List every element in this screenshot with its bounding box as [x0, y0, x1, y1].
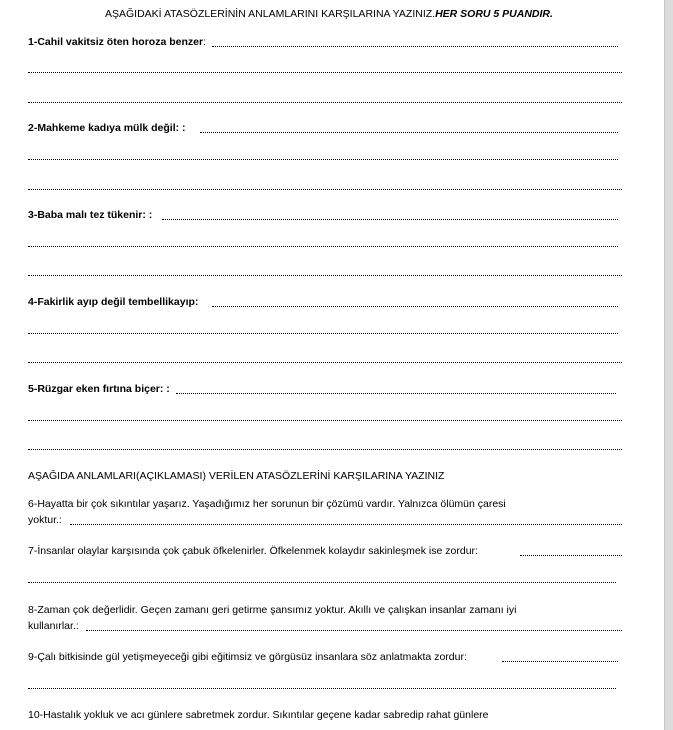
- question-8-line2: kullanırlar.:: [28, 620, 79, 632]
- answer-line[interactable]: [28, 72, 622, 73]
- question-7-line1: 7-İnsanlar olaylar karşısında çok çabuk öfkelenirler. Öfkelenmek kolaydır sakinleşmek ise zordur:: [28, 545, 478, 557]
- answer-line[interactable]: [70, 524, 622, 525]
- question-4-label: 4-Fakirlik ayıp değil tembellikayıp:: [28, 296, 199, 308]
- question-5-label: 5-Rüzgar eken fırtına biçer: :: [28, 383, 170, 395]
- question-6-line2: yoktur.:: [28, 514, 62, 526]
- question-3-label: 3-Baba malı tez tükenir: :: [28, 209, 153, 221]
- answer-line[interactable]: [502, 661, 618, 662]
- question-2-label: 2-Mahkeme kadıya mülk değil: :: [28, 122, 186, 134]
- answer-line[interactable]: [28, 449, 622, 450]
- answer-line[interactable]: [28, 582, 616, 583]
- answer-line[interactable]: [28, 333, 618, 334]
- answer-line[interactable]: [28, 688, 616, 689]
- answer-line[interactable]: [200, 132, 618, 133]
- question-1-label: [28, 36, 206, 49]
- answer-line[interactable]: [28, 159, 618, 160]
- question-6-line1: 6-Hayatta bir çok sıkıntılar yaşarız. Yaşadığımız her sorunun bir çözümü vardır. Yalnızca ölümün çaresi: [28, 498, 506, 510]
- answer-line[interactable]: [28, 420, 622, 421]
- page-title: [105, 8, 553, 21]
- answer-line[interactable]: [212, 46, 618, 47]
- points-note: HER SORU 5 PUANDIR.: [435, 8, 553, 20]
- question-1-text: 1-Cahil vakitsiz öten horoza benzer: [28, 36, 204, 48]
- answer-line[interactable]: [212, 306, 618, 307]
- answer-line[interactable]: [28, 275, 622, 276]
- section-2-heading: AŞAĞIDA ANLAMLARI(AÇIKLAMASI) VERİLEN ATASÖZLERİNİ KARŞILARINA YAZINIZ: [28, 470, 445, 482]
- question-8-line1: 8-Zaman çok değerlidir. Geçen zamanı geri getirme şansımız yoktur. Akıllı ve çalışkan insanlar zamanı iyi: [28, 604, 517, 616]
- answer-line[interactable]: [28, 189, 622, 190]
- answer-line[interactable]: [86, 630, 622, 631]
- question-9-line1: 9-Çalı bitkisinde gül yetişmeyeceği gibi eğitimsiz ve görgüsüz insanlara söz anlatmakta zordur:: [28, 651, 467, 663]
- question-1-colon: :: [203, 36, 206, 48]
- question-10-line1: 10-Hastalık yokluk ve acı günlere sabretmek zordur. Sıkıntılar geçene kadar sabredip rahat günlere: [28, 709, 489, 721]
- vertical-scrollbar[interactable]: [664, 0, 673, 730]
- answer-line[interactable]: [28, 246, 618, 247]
- answer-line[interactable]: [176, 393, 616, 394]
- answer-line[interactable]: [520, 555, 622, 556]
- answer-line[interactable]: [28, 362, 622, 363]
- answer-line[interactable]: [28, 102, 622, 103]
- title-text: AŞAĞIDAKİ ATASÖZLERİNİN ANLAMLARINI KARŞILARINA YAZINIZ.: [105, 8, 436, 20]
- answer-line[interactable]: [162, 219, 618, 220]
